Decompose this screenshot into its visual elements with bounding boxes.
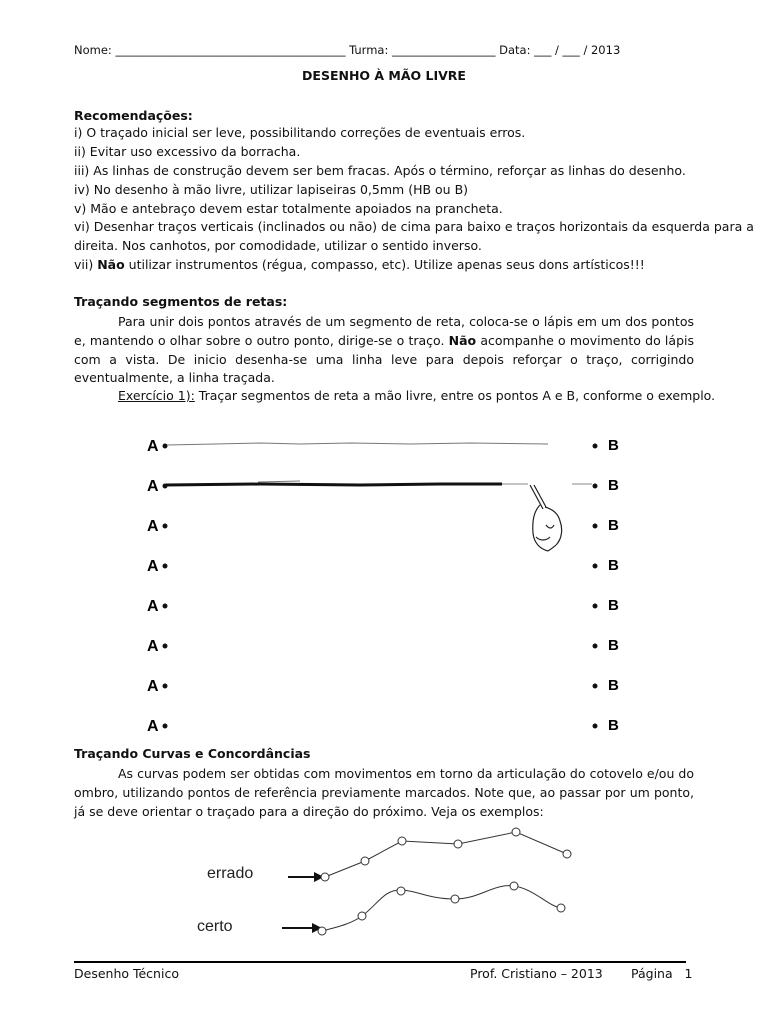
point-b-dot bbox=[593, 564, 598, 569]
rec-item-6-cont: direita. Nos canhotos, por comodidade, utilizar o sentido inverso. bbox=[74, 238, 482, 253]
point-b-label: B bbox=[608, 477, 619, 494]
arrow-right-icon bbox=[282, 923, 322, 933]
rec-item-7-rest: utilizar instrumentos (régua, compasso, etc). Utilize apenas seus dons artísticos!!! bbox=[124, 257, 645, 272]
segments-heading: Traçando segmentos de retas: bbox=[74, 294, 288, 309]
point-a-label: A bbox=[147, 718, 159, 735]
point-b-label: B bbox=[608, 637, 619, 654]
curves-heading: Traçando Curvas e Concordâncias bbox=[74, 746, 311, 761]
label-wrong: errado bbox=[207, 865, 254, 882]
point-a-label: A bbox=[147, 518, 159, 535]
point-a-dot bbox=[163, 724, 168, 729]
point-b-dot bbox=[593, 724, 598, 729]
label-right: certo bbox=[197, 918, 233, 935]
point-a-dot bbox=[163, 444, 168, 449]
example-reinforced-line bbox=[166, 484, 502, 485]
rec-item-7-bold: Não bbox=[97, 257, 125, 272]
point-a-dot bbox=[163, 684, 168, 689]
hand-pencil-icon bbox=[530, 485, 562, 551]
point-a-label: A bbox=[147, 438, 159, 455]
example-sketch-mark bbox=[258, 481, 300, 482]
segments-para-part1: Para unir dois pontos através de um segmento de reta, coloca-se o lápis em um dos pontos e, mantendo o olhar sobre o outro ponto, dirige-se o traço. bbox=[74, 314, 694, 348]
point-a-label: A bbox=[147, 678, 159, 695]
exercise-1-label: Exercício 1): bbox=[118, 388, 195, 403]
curves-para-text: As curvas podem ser obtidas com movimentos em torno da articulação do cotovelo e/ou do ombro, utilizando pontos de referência previamente marcados. Note que, ao passar por um ponto, já se deve orientar o traçado para a direção do próximo. Veja os exemplos: bbox=[74, 766, 694, 819]
wrong-polyline bbox=[325, 832, 567, 877]
rec-item-1: i) O traçado inicial ser leve, possibilitando correções de eventuais erros. bbox=[74, 125, 526, 140]
point-b-dot bbox=[593, 604, 598, 609]
footer-course: Desenho Técnico bbox=[74, 966, 179, 981]
point-a-dot bbox=[163, 524, 168, 529]
point-a-dot bbox=[163, 564, 168, 569]
point-b-dot bbox=[593, 684, 598, 689]
footer-teacher: Prof. Cristiano – 2013 bbox=[470, 966, 603, 981]
rec-item-3: iii) As linhas de construção devem ser bem fracas. Após o término, reforçar as linhas do desenho. bbox=[74, 163, 686, 178]
point-a-label: A bbox=[147, 478, 159, 495]
rec-item-6: vi) Desenhar traços verticais (inclinados ou não) de cima para baixo e traços horizontais da esquerda para a bbox=[74, 219, 754, 234]
header-fields: Nome: ________________________________________ Turma: __________________ Data: ___ / ___ / 2013 bbox=[74, 43, 621, 57]
curves-figure bbox=[0, 820, 768, 945]
segments-para-part2: acompanhe o movimento do lápis com a vista. De inicio desenha-se uma linha leve para depois reforçar o traço, corrigindo eventualmente, a linha traçada. bbox=[74, 332, 694, 386]
point-a-label: A bbox=[147, 638, 159, 655]
point-b-label: B bbox=[608, 437, 619, 454]
point-b-label: B bbox=[608, 517, 619, 534]
footer-rule bbox=[74, 961, 686, 963]
rec-item-5: v) Mão e antebraço devem estar totalmente apoiados na prancheta. bbox=[74, 201, 503, 216]
ab-rows bbox=[147, 437, 619, 735]
segments-para-bold: Não bbox=[448, 332, 477, 348]
point-b-label: B bbox=[608, 557, 619, 574]
rec-item-7 bbox=[74, 256, 694, 275]
wrong-points bbox=[321, 828, 571, 881]
arrow-wrong-icon bbox=[288, 872, 324, 882]
recommendations-heading: Recomendações: bbox=[74, 108, 193, 123]
point-b-label: B bbox=[608, 597, 619, 614]
example-light-line bbox=[167, 443, 548, 445]
point-b-dot bbox=[593, 644, 598, 649]
footer-page: Página 1 bbox=[631, 966, 693, 981]
point-a-label: A bbox=[147, 558, 159, 575]
point-a-dot bbox=[163, 604, 168, 609]
right-curve bbox=[322, 886, 561, 931]
point-b-label: B bbox=[608, 717, 619, 734]
curves-paragraph bbox=[74, 765, 694, 821]
exercise-1 bbox=[118, 388, 715, 403]
point-a-dot bbox=[163, 644, 168, 649]
rec-item-4: iv) No desenho à mão livre, utilizar lapiseiras 0,5mm (HB ou B) bbox=[74, 182, 469, 197]
segments-paragraph bbox=[74, 313, 694, 388]
rec-item-2: ii) Evitar uso excessivo da borracha. bbox=[74, 144, 301, 159]
point-a-label: A bbox=[147, 598, 159, 615]
point-b-dot bbox=[593, 444, 598, 449]
point-b-dot bbox=[593, 524, 598, 529]
point-b-dot bbox=[593, 484, 598, 489]
segments-exercise-figure bbox=[0, 425, 768, 740]
page-title: DESENHO À MÃO LIVRE bbox=[302, 68, 466, 83]
exercise-1-text: Traçar segmentos de reta a mão livre, entre os pontos A e B, conforme o exemplo. bbox=[194, 388, 716, 403]
rec-item-7-prefix: vii) bbox=[74, 257, 98, 272]
point-b-label: B bbox=[608, 677, 619, 694]
